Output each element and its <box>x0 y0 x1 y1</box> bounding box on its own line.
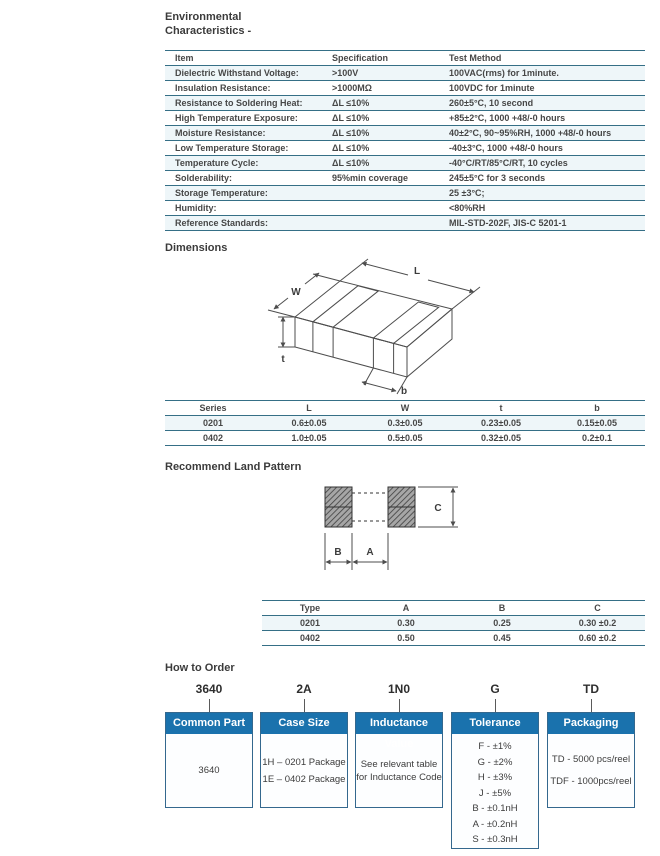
land-label-a: A <box>366 547 374 558</box>
table-row <box>165 66 645 81</box>
table-row <box>165 186 645 201</box>
column-header: Specification <box>330 51 447 66</box>
column-header: A <box>358 601 454 616</box>
table-cell: 0.45 <box>454 631 550 646</box>
table-row <box>165 96 645 111</box>
table-header-row <box>165 401 645 416</box>
table-cell: Storage Temperature: <box>165 186 330 201</box>
table-cell: 0.25 <box>454 616 550 631</box>
order-box-body <box>452 734 538 848</box>
table-cell: Temperature Cycle: <box>165 156 330 171</box>
table-row <box>262 631 645 646</box>
order-box <box>355 712 443 808</box>
connector-line <box>495 699 496 712</box>
column-header: W <box>357 401 453 416</box>
table-cell: 0.50 <box>358 631 454 646</box>
table-row <box>165 171 645 186</box>
table-cell: -40±3°C, 1000 +48/-0 hours <box>447 141 645 156</box>
column-header: Type <box>262 601 358 616</box>
table-cell: Humidity: <box>165 201 330 216</box>
order-code: 2A <box>296 682 312 696</box>
order-box-line: S - ±0.3nH <box>472 834 518 845</box>
column-header: Series <box>165 401 261 416</box>
table-cell: <80%RH <box>447 201 645 216</box>
connector-line <box>304 699 305 712</box>
connector-line <box>209 699 210 712</box>
electrode-band-left <box>313 286 378 327</box>
table-cell: 245±5°C for 3 seconds <box>447 171 645 186</box>
table-cell: 0201 <box>165 416 261 431</box>
table-row <box>165 81 645 96</box>
table-cell: ΔL ≤10% <box>330 126 447 141</box>
order-box-title: Inductance Value <box>356 713 442 734</box>
order-box-line: for Inductance Code <box>356 771 442 783</box>
env-section-heading <box>165 10 251 38</box>
land-pattern-heading: Recommend Land Pattern <box>165 461 302 473</box>
order-box-line: See relevant table <box>360 758 438 770</box>
table-cell: 0201 <box>262 616 358 631</box>
connector-line <box>591 699 592 712</box>
table-cell: Reference Standards: <box>165 216 330 231</box>
dimensions-table <box>165 400 645 446</box>
order-box-line: B - ±0.1nH <box>472 803 518 814</box>
land-pattern-diagram <box>300 478 480 578</box>
dim-label-t: t <box>281 354 285 365</box>
table-row <box>165 141 645 156</box>
order-box-body <box>261 734 347 807</box>
order-column <box>260 682 348 808</box>
order-box-line: 1E – 0402 Package <box>262 773 346 785</box>
chip-top-face <box>295 281 452 347</box>
table-row <box>165 126 645 141</box>
chip-front-face <box>295 317 407 377</box>
table-cell: Solderability: <box>165 171 330 186</box>
table-cell: MIL-STD-202F, JIS-C 5201-1 <box>447 216 645 231</box>
table-cell: +85±2°C, 1000 +48/-0 hours <box>447 111 645 126</box>
order-box-body <box>166 734 252 807</box>
table-cell: ΔL ≤10% <box>330 96 447 111</box>
column-header: Item <box>165 51 330 66</box>
table-cell: 0.6±0.05 <box>261 416 357 431</box>
column-header: B <box>454 601 550 616</box>
table-cell: 1.0±0.05 <box>261 431 357 446</box>
table-cell: 0.2±0.1 <box>549 431 645 446</box>
order-code: 1N0 <box>387 682 410 696</box>
order-box-title: Common Part <box>166 713 252 734</box>
table-cell: 0402 <box>262 631 358 646</box>
order-box <box>547 712 635 808</box>
order-box-line: 1H – 0201 Package <box>262 756 346 768</box>
table-cell: High Temperature Exposure: <box>165 111 330 126</box>
order-box-line: G - ±2% <box>477 756 513 768</box>
table-cell: 100VDC for 1minute <box>447 81 645 96</box>
table-cell: 25 ±3°C; <box>447 186 645 201</box>
dimensions-diagram <box>250 252 510 400</box>
order-column <box>355 682 443 808</box>
table-cell: >100V <box>330 66 447 81</box>
environmental-characteristics-table <box>165 50 645 231</box>
table-cell <box>330 216 447 231</box>
order-column <box>165 682 253 808</box>
order-box-line: H - ±3% <box>477 772 513 783</box>
table-cell: 95%min coverage <box>330 171 447 186</box>
table-cell: 0.3±0.05 <box>357 416 453 431</box>
table-cell: 260±5°C, 10 second <box>447 96 645 111</box>
table-row <box>165 156 645 171</box>
table-cell: ΔL ≤10% <box>330 156 447 171</box>
order-box-line: A - ±0.2nH <box>472 818 518 830</box>
order-box-line: 3640 <box>198 765 220 776</box>
chip-side-face <box>407 309 452 377</box>
table-cell <box>330 186 447 201</box>
table-cell: 0.60 ±0.2 <box>550 631 645 646</box>
table-cell: 100VAC(rms) for 1minute. <box>447 66 645 81</box>
order-code: 3640 <box>195 682 223 696</box>
column-header: Test Method <box>447 51 645 66</box>
table-cell: 0.30 ±0.2 <box>550 616 645 631</box>
table-cell <box>330 201 447 216</box>
column-header: b <box>549 401 645 416</box>
order-box-title: Packaging <box>548 713 634 734</box>
table-cell: ΔL ≤10% <box>330 111 447 126</box>
land-label-b: B <box>334 547 342 558</box>
electrode-band-right <box>373 302 438 343</box>
table-cell: Insulation Resistance: <box>165 81 330 96</box>
table-cell: 0.32±0.05 <box>453 431 549 446</box>
table-row <box>165 201 645 216</box>
order-column <box>451 682 539 849</box>
connector-line <box>399 699 400 712</box>
table-cell: 40±2°C, 90~95%RH, 1000 +48/-0 hours <box>447 126 645 141</box>
order-box-body <box>548 734 634 807</box>
table-header-row <box>165 51 645 66</box>
order-box <box>165 712 253 808</box>
dim-label-w: W <box>291 287 301 298</box>
table-cell: Dielectric Withstand Voltage: <box>165 66 330 81</box>
dimensions-heading: Dimensions <box>165 242 228 254</box>
table-cell: 0.30 <box>358 616 454 631</box>
dim-label-l: L <box>413 266 421 277</box>
order-box <box>260 712 348 808</box>
order-code: G <box>490 682 500 696</box>
table-row <box>165 111 645 126</box>
table-row <box>262 616 645 631</box>
table-cell: Resistance to Soldering Heat: <box>165 96 330 111</box>
table-cell: 0.23±0.05 <box>453 416 549 431</box>
table-row <box>165 416 645 431</box>
order-code: TD <box>583 682 599 696</box>
order-box-title: Case Size <box>261 713 347 734</box>
how-to-order-heading: How to Order <box>165 662 235 674</box>
table-cell: Moisture Resistance: <box>165 126 330 141</box>
table-cell: 0.15±0.05 <box>549 416 645 431</box>
order-box-title: Tolerance <box>452 713 538 734</box>
table-cell: >1000MΩ <box>330 81 447 96</box>
order-box-line: F - ±1% <box>478 741 512 752</box>
table-cell: 0402 <box>165 431 261 446</box>
order-column <box>547 682 635 808</box>
env-heading-line2: Characteristics - <box>165 25 252 37</box>
land-pattern-table <box>262 600 645 646</box>
column-header: C <box>550 601 645 616</box>
land-label-c: C <box>434 503 442 514</box>
table-header-row <box>262 601 645 616</box>
table-cell: 0.5±0.05 <box>357 431 453 446</box>
table-cell: Low Temperature Storage: <box>165 141 330 156</box>
column-header: t <box>453 401 549 416</box>
table-row <box>165 431 645 446</box>
table-row <box>165 216 645 231</box>
order-box <box>451 712 539 849</box>
order-box-line: J - ±5% <box>478 787 512 799</box>
order-box-line: TDF - 1000pcs/reel <box>550 776 632 787</box>
env-heading-line1: Environmental <box>165 11 242 23</box>
how-to-order-diagram <box>165 682 635 852</box>
table-cell: ΔL ≤10% <box>330 141 447 156</box>
dim-label-b: b <box>400 386 408 397</box>
column-header: L <box>261 401 357 416</box>
table-cell: -40°C/RT/85°C/RT, 10 cycles <box>447 156 645 171</box>
order-box-line: TD - 5000 pcs/reel <box>551 754 631 765</box>
